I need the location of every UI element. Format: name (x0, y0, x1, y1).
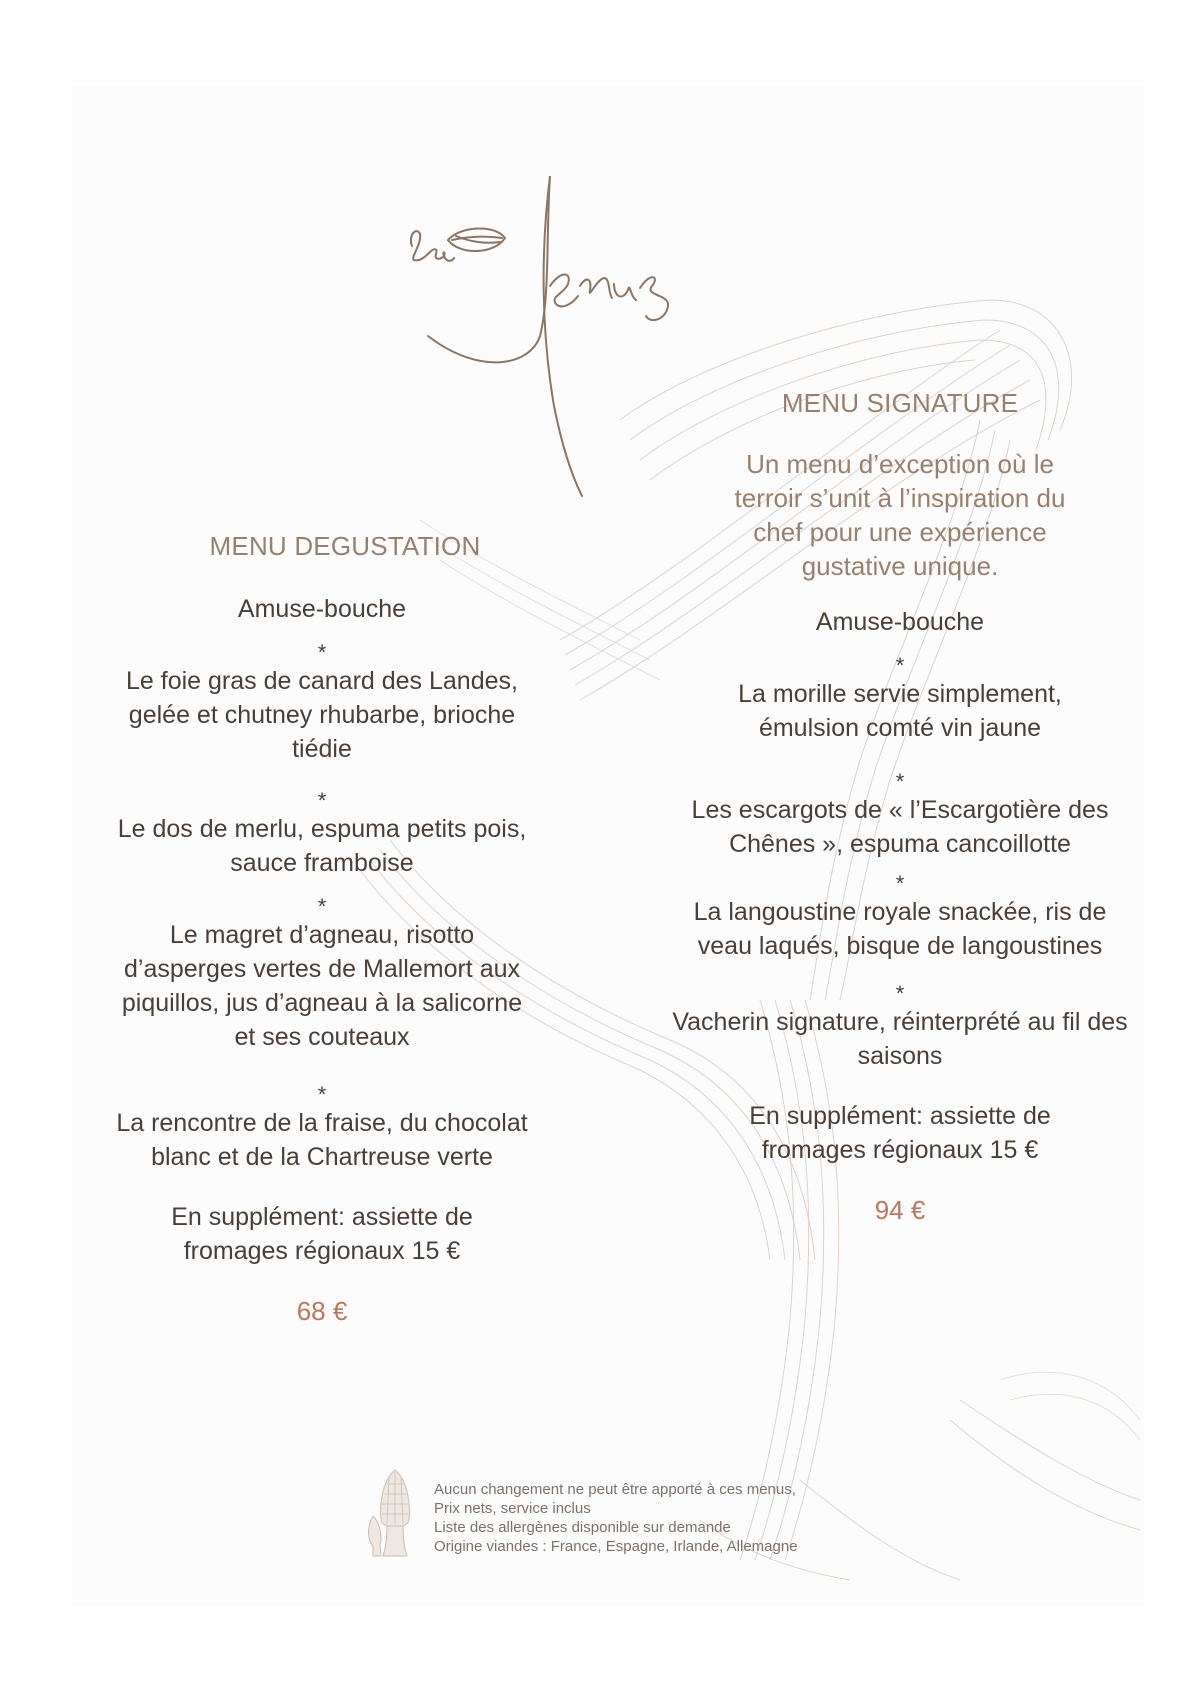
course-separator: * (895, 769, 905, 794)
course-item: La rencontre de la fraise, du chocolat blanc et de la Chartreuse verte (116, 1109, 528, 1171)
course-item: Les escargots de « l’Escargotière des Chênes », espuma cancoillotte (691, 796, 1109, 858)
footnote-line: Origine viandes : France, Espagne, Irlande, Allemagne (434, 1538, 798, 1555)
supplement-line: fromages régionaux 15 € (761, 1136, 1039, 1164)
supplement-line: En supplément: assiette de (171, 1203, 473, 1231)
menu-degustation (82, 531, 562, 1328)
menu-heading: MENU DEGUSTATION (209, 531, 481, 561)
menu-price: 68 € (296, 1296, 348, 1326)
course-separator: * (317, 640, 327, 665)
supplement-line: En supplément: assiette de (749, 1102, 1051, 1130)
footnote-line: Prix nets, service inclus (434, 1500, 591, 1517)
course-item: Le dos de merlu, espuma petits pois, sauce framboise (117, 815, 527, 877)
course-item: La morille servie simplement, émulsion comté vin jaune (738, 680, 1062, 742)
menu-signature (660, 385, 1140, 1227)
menu-footnote (434, 1480, 798, 1556)
course-separator: * (317, 1082, 327, 1107)
menu-price: 94 € (874, 1195, 926, 1225)
footnote-line: Liste des allergènes disponible sur demande (434, 1519, 731, 1536)
footnote-line: Aucun changement ne peut être apporté à ces menus, (434, 1481, 796, 1498)
course-item: Vacherin signature, réinterprété au fil des saisons (672, 1008, 1128, 1070)
course-item: Amuse-bouche (237, 595, 407, 623)
menu-intro: Un menu d’exception où le terroir s’unit à l’inspiration du chef pour une expérience gustative unique. (734, 449, 1066, 581)
morel-icon (365, 1468, 425, 1560)
course-separator: * (317, 788, 327, 813)
course-item: Le foie gras de canard des Landes, gelée et chutney rhubarbe, brioche tiédie (126, 667, 518, 763)
course-item: Le magret d’agneau, risotto d’asperges vertes de Mallemort aux piquillos, jus d’agneau à la salicorne et ses couteaux (121, 921, 523, 1051)
menu-heading: MENU SIGNATURE (781, 388, 1019, 418)
course-separator: * (895, 653, 905, 678)
course-item: La langoustine royale snackée, ris de veau laqués, bisque de langoustines (693, 898, 1107, 960)
course-separator: * (317, 894, 327, 919)
supplement-line: fromages régionaux 15 € (183, 1237, 461, 1265)
course-separator: * (895, 871, 905, 896)
course-item: Amuse-bouche (815, 608, 985, 636)
course-separator: * (895, 981, 905, 1006)
